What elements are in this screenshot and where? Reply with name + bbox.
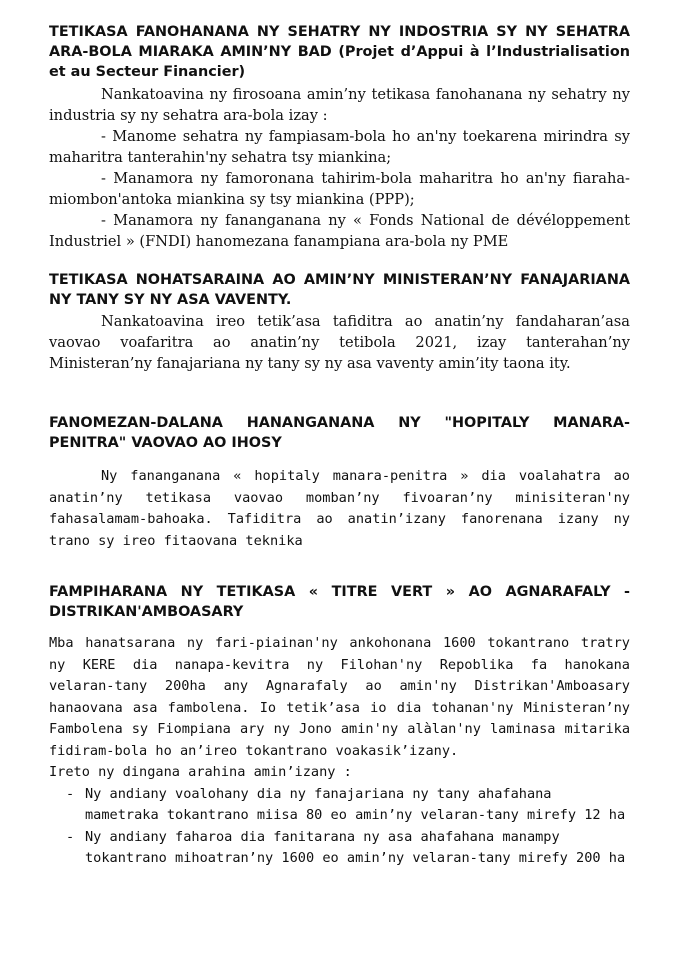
dash-marker: -: [66, 828, 75, 845]
list-item-text: Ny andiany voalohany dia ny fanajariana ny tany ahafahana mametraka tokantrano miisa 80 eo amin’ny velaran-tany mirefy 12 ha: [85, 785, 626, 823]
section-land-planning-project: [49, 270, 630, 374]
steps-intro: Ireto ny dingana arahina amin’izany :: [49, 764, 352, 780]
section-intro: Nankatoavina ny firosoana amin’ny tetikasa fanohanana ny sehatry ny industria sy ny sehatra ara-bola izay :: [49, 86, 630, 124]
steps-list: [49, 784, 630, 870]
objective-item: - Manome sehatra ny fampiasam-bola ho an'ny toekarena mirindra sy maharitra tanterahin'ny sehatra tsy miankina;: [49, 128, 630, 166]
section-heading: TETIKASA NOHATSARAINA AO AMIN’NY MINISTERAN’NY FANAJARIANA NY TANY SY NY ASA VAVENTY.: [49, 272, 630, 308]
section-body: Mba hanatsarana ny fari-piainan'ny ankohonana 1600 tokantrano tratry ny KERE dia nanapa-kevitra ny Filohan'ny Repoblika fa hanokana velaran-tany 200ha any Agnarafaly ao amin'ny Distrikan'Amboasary hanaovana asa fambolena. Io tetik’asa io dia tohanan'ny Ministeran’ny Fambolena sy Fiompiana ary ny Jono amin'ny alàlan'ny laminasa mitarika fidiram-bola ho an’ireo tokantrano voakasik’izany.: [49, 635, 630, 759]
section-body: Ny fananganana « hopitaly manara-penitra » dia voalahatra ao anatin’ny tetikasa vaovao momban’ny fivoaran’ny minisiteran'ny fahasalamam-bahoaka. Tafiditra ao anatin’izany fanorenana izany ny trano sy ireo fitaovana teknika: [49, 468, 630, 549]
section-heading: FAMPIHARANA NY TETIKASA « TITRE VERT » AO AGNARAFALY - DISTRIKAN'AMBOASARY: [49, 584, 630, 620]
section-titre-vert: [49, 582, 630, 870]
section-hospital-ihosy: [49, 413, 630, 552]
list-item: [49, 784, 630, 827]
section-industry-project: [49, 22, 630, 252]
list-item: [49, 827, 630, 870]
section-body: Nankatoavina ireo tetik’asa tafiditra ao anatin’ny fandaharan’asa vaovao voafaritra ao anatin’ny tetibola 2021, izay tanterahan’ny Ministeran’ny fanajariana ny tany sy ny asa vaventy amin’ity taona ity.: [49, 313, 630, 372]
list-item-text: Ny andiany faharoa dia fanitarana ny asa ahafahana manampy tokantrano mihoatran’ny 1600 eo amin’ny velaran-tany mirefy 200 ha: [85, 828, 626, 866]
section-heading: FANOMEZAN-DALANA HANANGANANA NY "HOPITALY MANARA-PENITRA" VAOVAO AO IHOSY: [49, 415, 630, 451]
objective-item: - Manamora ny famoronana tahirim-bola maharitra ho an'ny fiaraha-miombon'antoka miankina sy tsy miankina (PPP);: [49, 170, 630, 208]
objective-item: - Manamora ny fananganana ny « Fonds National de dévéloppement Industriel » (FNDI) hanomezana fanampiana ara-bola ny PME: [49, 212, 630, 250]
section-heading: TETIKASA FANOHANANA NY SEHATRY NY INDOSTRIA SY NY SEHATRA ARA-BOLA MIARAKA AMIN’NY BAD (Projet d’Appui à l’Industrialisation et au Secteur Financier): [49, 24, 630, 80]
dash-marker: -: [66, 785, 75, 802]
